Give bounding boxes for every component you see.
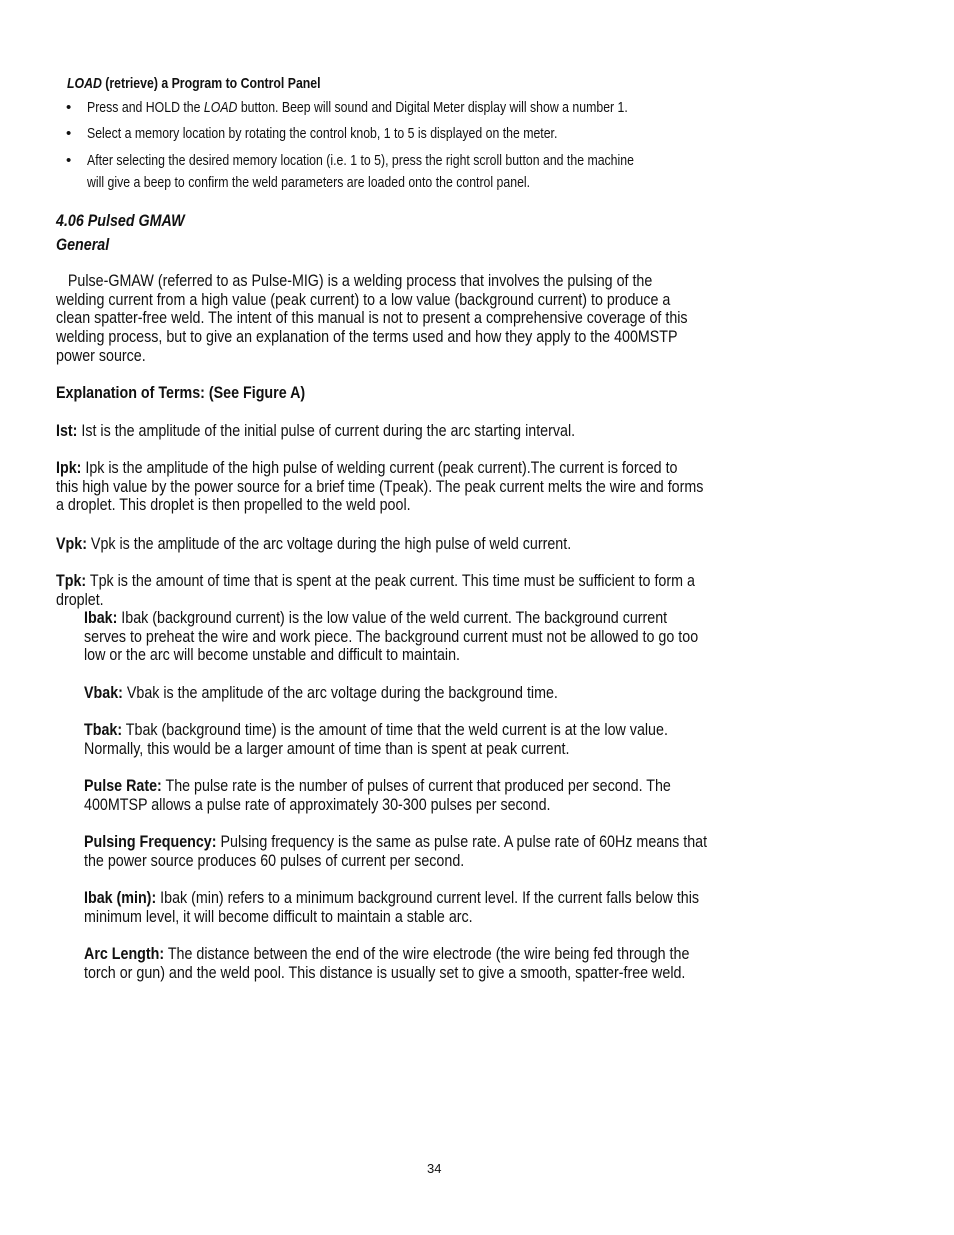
step-text: Press and HOLD the (87, 99, 204, 116)
term-ist (56, 422, 674, 441)
term-label: Ist: (56, 421, 78, 440)
bullet-icon: • (66, 152, 72, 169)
paragraph-line: welding current from a high value (peak current) to a low value (background current) to produce a (56, 289, 671, 309)
term-definition: torch or gun) and the weld pool. This distance is usually set to give a smooth, spatter-free weld. (84, 962, 686, 982)
load-keyword: LOAD (203, 99, 238, 116)
section-subtitle: General (56, 235, 110, 254)
term-definition: Tpk is the amount of time that is spent at the peak current. This time must be sufficient to form a (86, 571, 695, 590)
term-definition: Tbak (background time) is the amount of time that the weld current is at the low value. (122, 720, 668, 739)
bullet-icon: • (66, 125, 72, 142)
term-definition: minimum level, it will become difficult to maintain a stable arc. (84, 906, 473, 926)
list-item (66, 98, 826, 118)
section-number-title: 4.06 Pulsed GMAW (56, 211, 185, 230)
term-definition: Pulsing frequency is the same as pulse rate. A pulse rate of 60Hz means that (216, 832, 708, 851)
term-definition: low or the arc will become unstable and difficult to maintain. (84, 645, 460, 665)
bullet-icon: • (66, 99, 72, 116)
step-text: button. Beep will sound and Digital Meter display will show a number 1. (237, 99, 628, 116)
term-label: Ibak: (84, 608, 118, 627)
term-label: Vpk: (56, 534, 87, 553)
intro-paragraph (56, 272, 808, 366)
term-ipk (56, 459, 827, 515)
term-label: Arc Length: (84, 944, 165, 963)
term-pulse-rate (84, 777, 783, 814)
term-definition: droplet. (56, 589, 104, 609)
term-definition: Ibak (min) refers to a minimum background current level. If the current falls below this (156, 888, 700, 907)
list-item (66, 150, 826, 194)
term-definition: a droplet. This droplet is then propelled to the weld pool. (56, 495, 411, 515)
term-definition: 400MTSP allows a pulse rate of approximately 30-300 pulses per second. (84, 794, 551, 814)
paragraph-line: clean spatter-free weld. The intent of this manual is not to present a comprehensive coverage of this (56, 308, 688, 328)
term-label: Pulsing Frequency: (84, 832, 217, 851)
load-keyword: LOAD (67, 75, 102, 92)
term-vpk (56, 535, 669, 554)
paragraph-line: power source. (56, 345, 146, 365)
page-number: 34 (427, 1161, 442, 1176)
term-vbak (84, 684, 648, 703)
term-arc-length (84, 945, 805, 982)
term-definition: Vpk is the amplitude of the arc voltage during the high pulse of weld current. (86, 534, 572, 553)
term-definition: this high value by the power source for a brief time (Tpeak). The peak current melts the wire and forms (56, 476, 704, 496)
term-ibak-min (84, 889, 816, 926)
term-tbak (84, 721, 779, 758)
term-label: Tpk: (56, 571, 87, 590)
paragraph-line: Pulse-GMAW (referred to as Pulse-MIG) is a welding process that involves the pulsing of the (56, 271, 653, 290)
term-definition: the power source produces 60 pulses of current per second. (84, 850, 465, 870)
load-heading-text: (retrieve) a Program to Control Panel (101, 75, 321, 92)
list-item (66, 124, 826, 144)
term-definition: Ist is the amplitude of the initial pulse of current during the arc starting interval. (77, 421, 576, 440)
paragraph-line: welding process, but to give an explanation of the terms used and how they apply to the 400MSTP (56, 327, 678, 347)
heading-text: Explanation of Terms: (See Figure A) (56, 383, 306, 402)
term-label: Ibak (min): (84, 888, 157, 907)
step-text: Select a memory location by rotating the control knob, 1 to 5 is displayed on the meter. (87, 125, 558, 142)
term-definition: serves to preheat the wire and work piece. The background current must not be allowed to go too (84, 626, 699, 646)
term-definition: Normally, this would be a larger amount of time than is spent at peak current. (84, 738, 570, 758)
term-definition: Ibak (background current) is the low value of the weld current. The background current (117, 608, 668, 627)
explanation-heading (56, 384, 353, 403)
term-pulsing-frequency (84, 833, 826, 870)
step-text: After selecting the desired memory location (i.e. 1 to 5), press the right scroll button and the machine (87, 152, 634, 169)
term-label: Vbak: (84, 683, 123, 702)
step-text: will give a beep to confirm the weld parameters are loaded onto the control panel. (87, 174, 531, 191)
load-program-heading (67, 75, 376, 92)
term-definition: The distance between the end of the wire electrode (the wire being fed through the (164, 944, 690, 963)
term-definition: Ipk is the amplitude of the high pulse of welding current (peak current).The current is forced to (81, 458, 678, 477)
term-tpk (56, 572, 817, 609)
section-title (56, 209, 209, 257)
term-label: Pulse Rate: (84, 776, 162, 795)
term-label: Ipk: (56, 458, 82, 477)
term-definition: The pulse rate is the number of pulses of current that produced per second. The (161, 776, 671, 795)
term-label: Tbak: (84, 720, 123, 739)
term-ibak (84, 609, 815, 665)
load-steps-list (66, 98, 826, 200)
term-definition: Vbak is the amplitude of the arc voltage during the background time. (122, 683, 558, 702)
